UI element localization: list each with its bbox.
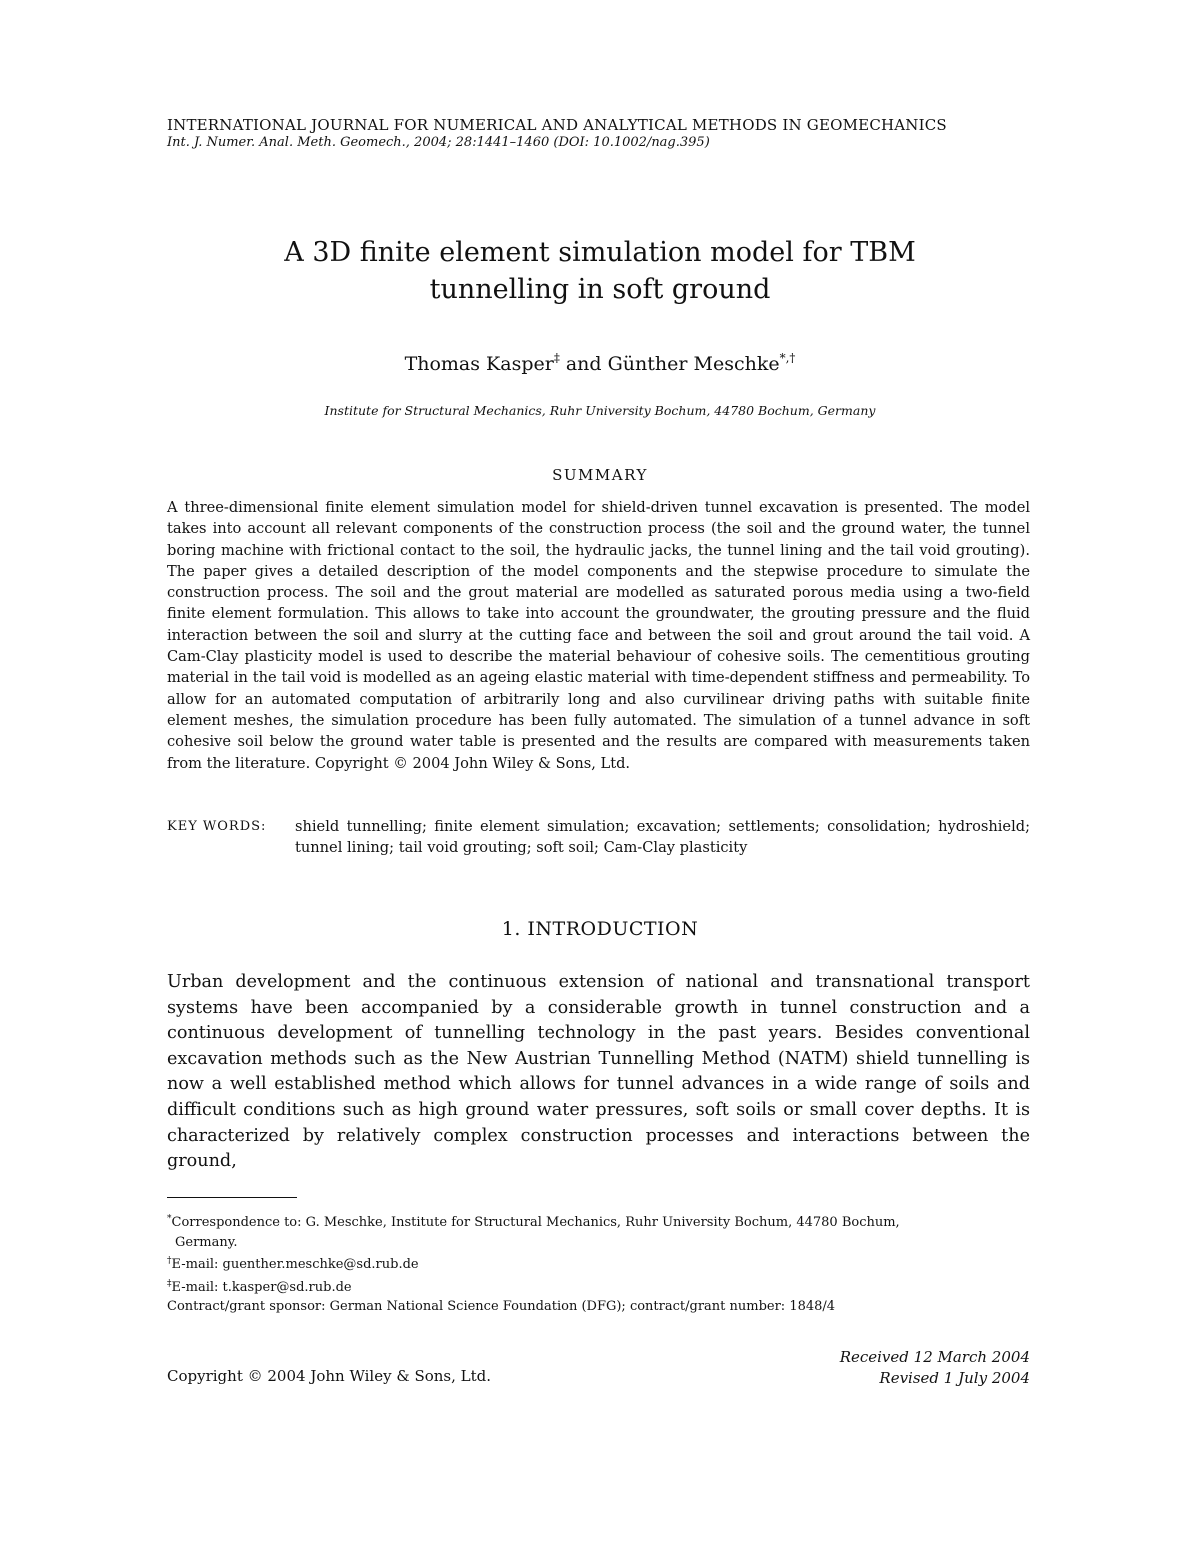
footnote-divider	[167, 1197, 297, 1198]
keywords-block	[167, 816, 1030, 859]
footnote-mark: ‡	[167, 1278, 172, 1289]
footnote-mark: †	[167, 1256, 172, 1266]
footnotes	[167, 1210, 1030, 1297]
received-date: Received 12 March 2004	[839, 1348, 1030, 1366]
introduction-text: Urban development and the continuous extension of national and transnational transport systems have been accompanied by a considerable growth in tunnel construction and a continuous development of tunnelling technology in the past years. Besides conventional excavation methods such as the New Austrian Tunnelling Method (NATM) shield tunnelling is now a well established method which allows for tunnel advances in a wide range of soils and difficult conditions such as high ground water pressures, soft soils or small cover depths. It is characterized by relatively complex construction processes and interactions between the ground,	[167, 972, 1030, 1172]
author-kasper: Thomas Kasper	[404, 353, 554, 375]
revised-date: Revised 1 July 2004	[879, 1369, 1030, 1387]
author-meschke: Günther Meschke	[607, 353, 780, 375]
summary-text: A three-dimensional finite element simulation model for shield-driven tunnel excavation is presented. The model takes into account all relevant components of the construction process (the soil and the ground water, the tunnel boring machine with frictional contact to the soil, the hydraulic jacks, the tunnel lining and the tail void grouting). The paper gives a detailed description of the model components and the stepwise procedure to simulate the construction process. The soil and the grout material are modelled as saturated porous media using a two-field finite element formulation. This allows to take into account the groundwater, the grouting pressure and the fluid interaction between the soil and slurry at the cutting face and between the soil and grout around the tail void. A Cam-Clay plasticity model is used to describe the material behaviour of cohesive soils. The cementitious grouting material in the tail void is modelled as an ageing elastic material with time-dependent stiffness and permeability. To allow for an automated computation of arbitrarily long and also curvilinear driving paths with suitable finite element meshes, the simulation procedure has been fully automated. The simulation of a tunnel advance in soft cohesive soil below the ground water table is presented and the results are compared with measurements taken from the literature. Copyright © 2004 John Wiley & Sons, Ltd.	[167, 499, 1030, 772]
title-line-1: A 3D finite element simulation model for TBM	[284, 237, 916, 268]
citation-line: Int. J. Numer. Anal. Meth. Geomech., 2004; 28:1441–1460 (DOI: 10.1002/nag.395)	[167, 135, 710, 150]
summary-heading: SUMMARY	[552, 466, 648, 484]
author-meschke-mark: *,†	[779, 351, 796, 365]
footnote-correspondence	[167, 1210, 1030, 1233]
title-line-2: tunnelling in soft ground	[429, 274, 771, 305]
footnote-text: Correspondence to: G. Meschke, Institute for Structural Mechanics, Ruhr University Bochum, 44780 Bochum,	[171, 1215, 900, 1230]
grant-sponsor: Contract/grant sponsor: German National Science Foundation (DFG); contract/grant number: 1848/4	[167, 1299, 836, 1314]
copyright-notice: Copyright © 2004 John Wiley & Sons, Ltd.	[167, 1367, 492, 1385]
footnote-mark: *	[167, 1214, 172, 1224]
footnote-email-meschke	[167, 1252, 1030, 1275]
footnote-email-kasper	[167, 1275, 1030, 1298]
author-kasper-mark: ‡	[553, 351, 560, 365]
email-link[interactable]: E-mail: t.kasper@sd.rub.de	[171, 1279, 352, 1295]
email-link[interactable]: E-mail: guenther.meschke@sd.rub.de	[171, 1257, 419, 1272]
keywords-label: KEY WORDS:	[167, 819, 267, 834]
introduction-heading: 1. INTRODUCTION	[501, 918, 699, 940]
footnote-correspondence-cont: Germany.	[175, 1234, 238, 1250]
affiliation: Institute for Structural Mechanics, Ruhr University Bochum, 44780 Bochum, Germany	[324, 403, 876, 418]
author-list	[0, 351, 1200, 375]
author-connector: and	[559, 353, 608, 375]
received-dates	[840, 1347, 1030, 1389]
keywords-text: shield tunnelling; finite element simulation; excavation; settlements; consolidation; hydroshield; tunnel lining; tail void grouting; soft soil; Cam-Clay plasticity	[295, 818, 1030, 857]
paper-title	[0, 234, 1200, 308]
journal-name: INTERNATIONAL JOURNAL FOR NUMERICAL AND ANALYTICAL METHODS IN GEOMECHANICS	[167, 116, 947, 134]
